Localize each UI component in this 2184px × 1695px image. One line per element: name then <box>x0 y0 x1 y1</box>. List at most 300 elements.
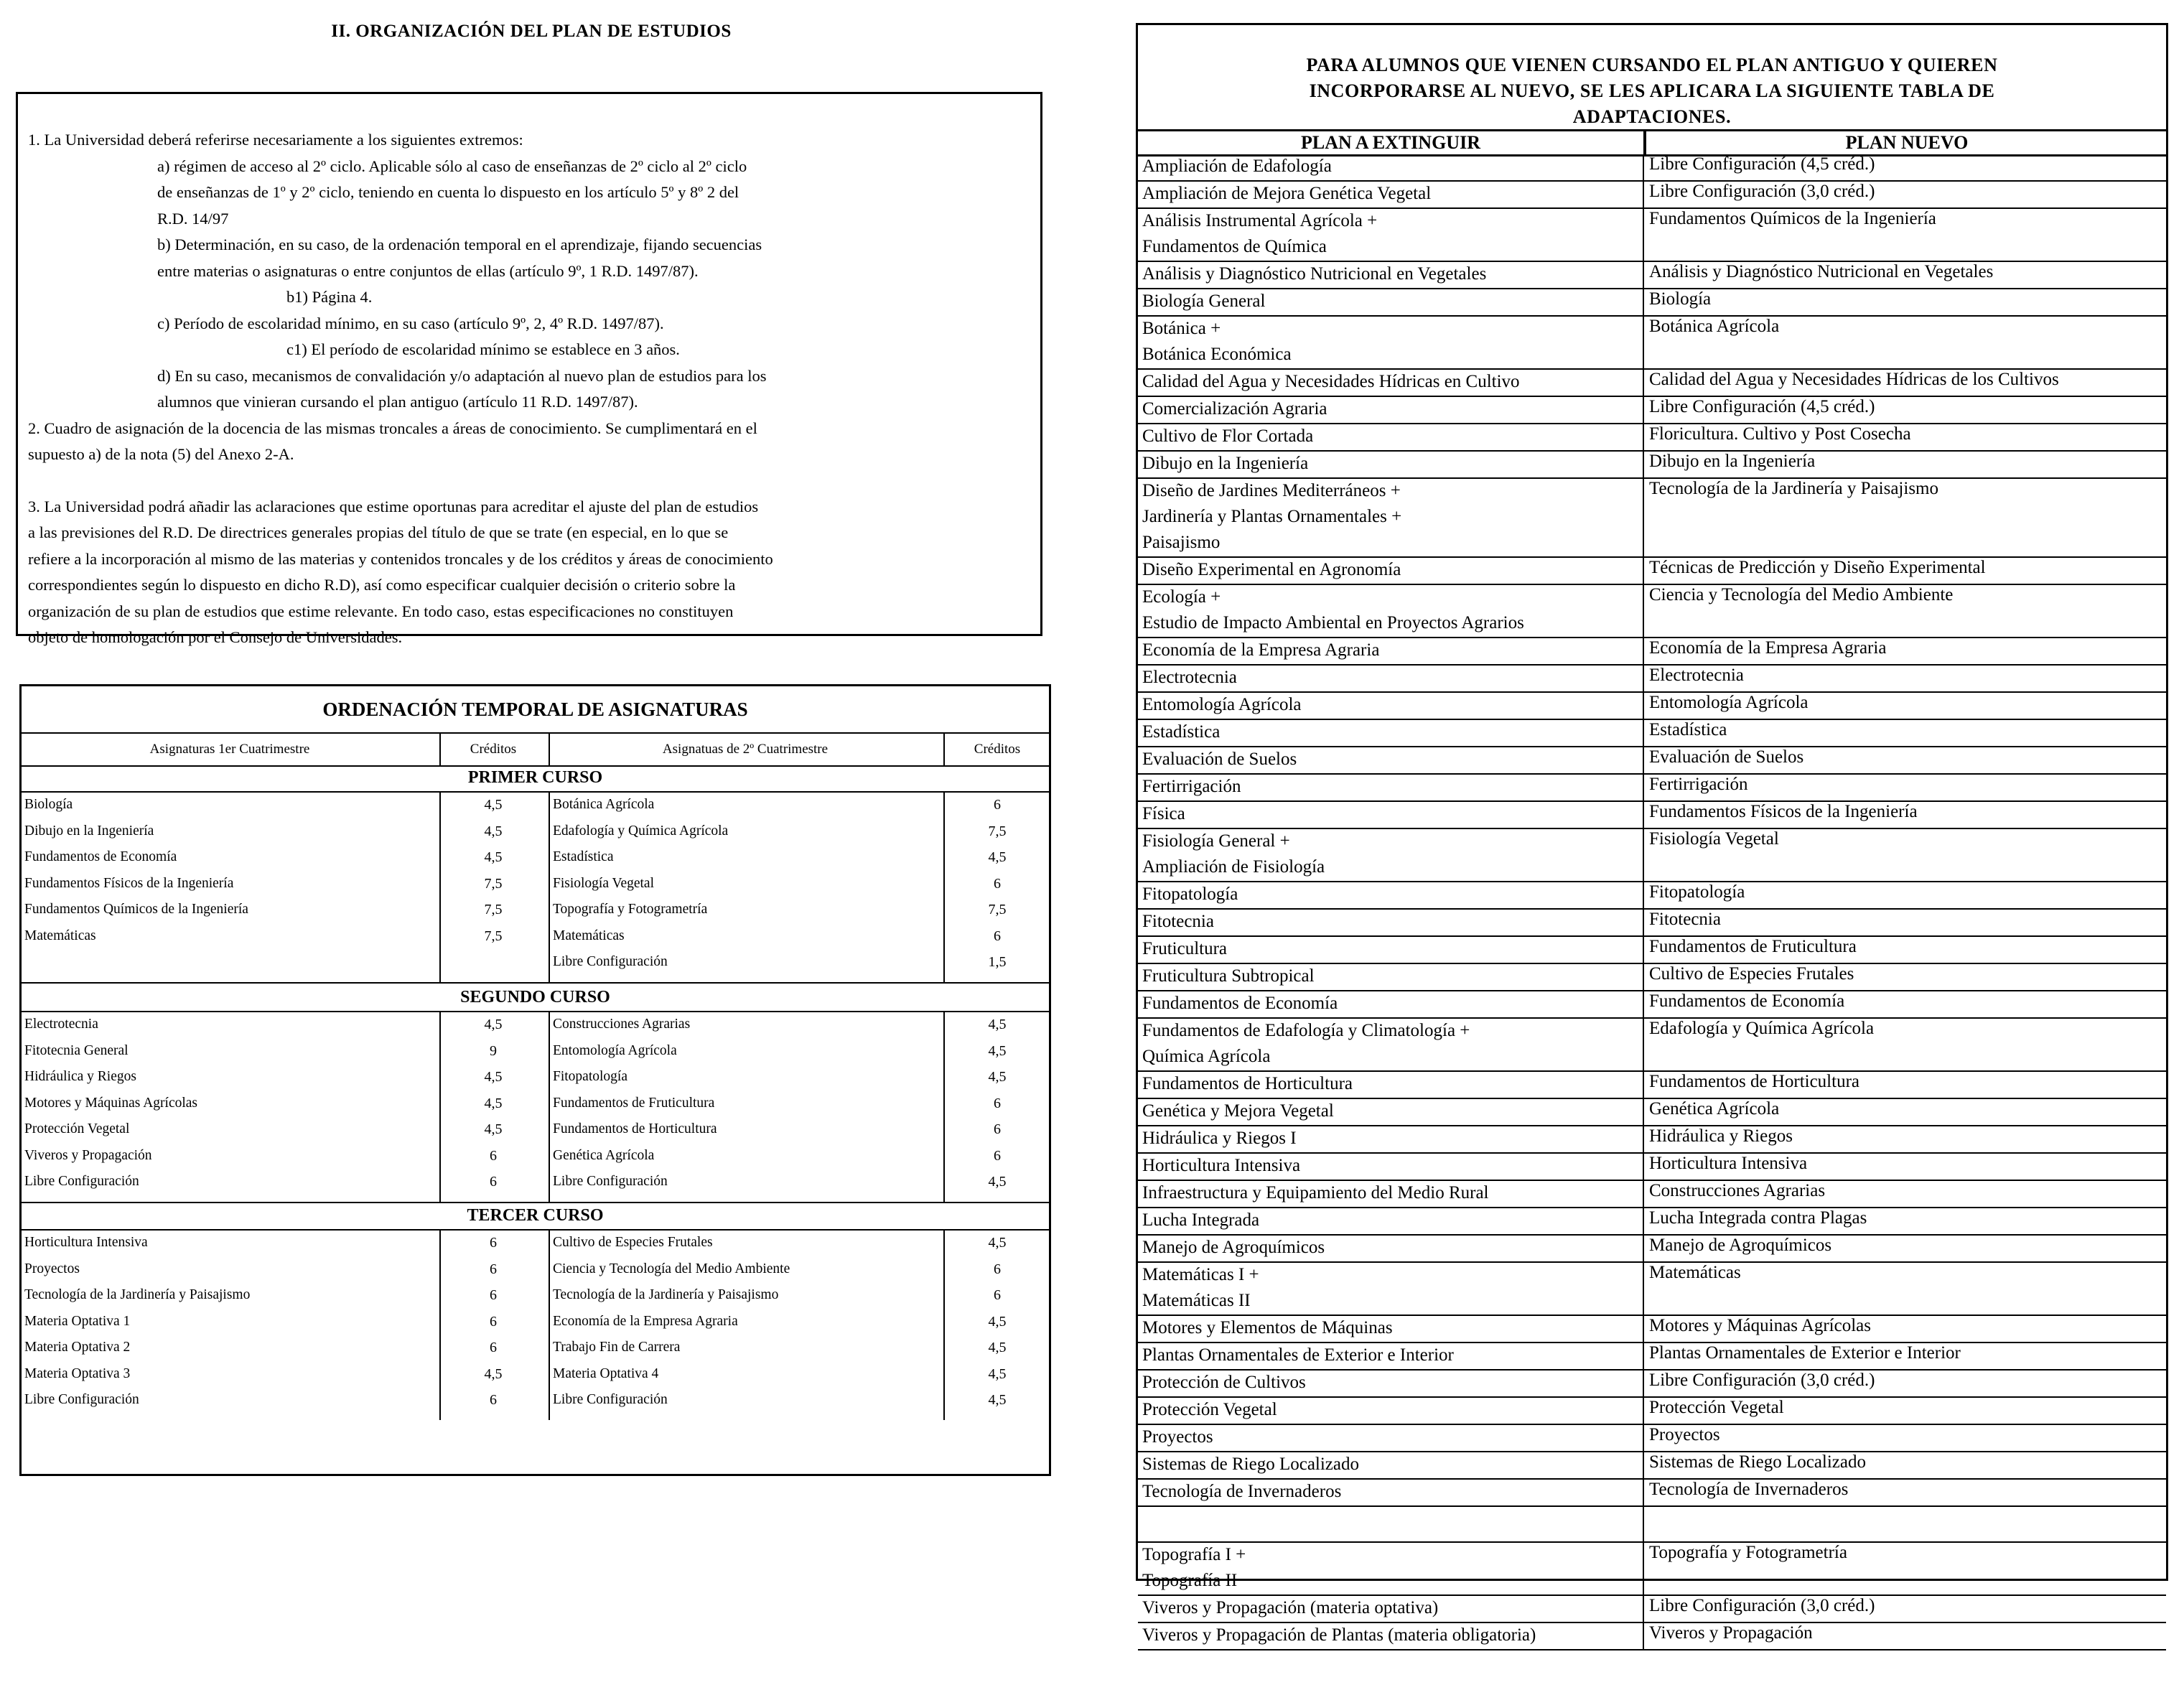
credits-2nd: 6 <box>994 928 1001 944</box>
subject-1st-cuatrimestre: Proyectos <box>24 1261 80 1276</box>
plan-a-extinguir-cell <box>1142 424 1313 450</box>
old-subject: Matemáticas II <box>1142 1291 1251 1310</box>
table-row <box>1138 558 2166 585</box>
old-subject: Sistemas de Riego Localizado <box>1142 1454 1360 1474</box>
old-subject: Fruticultura <box>1142 939 1228 958</box>
plan-nuevo-cell <box>1649 1594 1875 1620</box>
plan-nuevo-cell <box>1649 314 1779 340</box>
table-row <box>1138 802 2166 829</box>
table-row <box>1138 910 2166 937</box>
old-subject: Fundamentos de Edafología y Climatología + <box>1142 1021 1470 1040</box>
subject-2nd-cuatrimestre: Fitopatología <box>553 1069 627 1084</box>
plan-a-extinguir-cell <box>1142 829 1325 881</box>
new-subject: Fitotecnia <box>1649 910 1721 929</box>
note-line: objeto de homologación por el Consejo de Universidades. <box>28 628 403 646</box>
new-subject: Fundamentos de Fruticultura <box>1649 937 1857 956</box>
old-subject: Física <box>1142 804 1185 823</box>
new-subject: Dibujo en la Ingeniería <box>1649 452 1816 471</box>
plan-a-extinguir-cell <box>1142 289 1265 315</box>
old-subject: Fundamentos de Horticultura <box>1142 1074 1353 1093</box>
plan-nuevo-cell <box>1649 368 2059 393</box>
subject-1st-cuatrimestre: Libre Configuración <box>24 1174 139 1189</box>
old-subject: Comercialización Agraria <box>1142 399 1327 419</box>
new-subject: Horticultura Intensiva <box>1649 1154 1808 1173</box>
plan-a-extinguir-cell <box>1142 1072 1353 1098</box>
new-subject: Libre Configuración (3,0 créd.) <box>1649 1371 1875 1390</box>
table-row <box>1138 209 2166 262</box>
plan-a-extinguir-cell <box>1142 154 1332 180</box>
new-subject: Hidráulica y Riegos <box>1649 1126 1793 1146</box>
plan-nuevo-cell <box>1649 1341 1961 1367</box>
note-line: correspondientes según lo dispuesto en dicho R.D), así como especificar cualquier decisión o criterio sobre la <box>28 576 736 594</box>
old-subject: Dibujo en la Ingeniería <box>1142 454 1309 473</box>
col-header: Créditos <box>470 742 517 757</box>
table-row <box>1138 1099 2166 1126</box>
note-line: 1. La Universidad deberá referirse necesariamente a los siguientes extremos: <box>28 131 523 149</box>
plan-nuevo-cell <box>1649 1541 1847 1566</box>
plan-nuevo-cell <box>1649 907 1721 933</box>
plan-nuevo-cell <box>1649 663 1744 689</box>
subject-1st-cuatrimestre: Fitotecnia General <box>24 1042 129 1058</box>
old-subject: Paisajismo <box>1142 533 1221 552</box>
plan-a-extinguir-cell <box>1142 937 1227 963</box>
new-subject: Fertirrigación <box>1649 775 1748 794</box>
plan-nuevo-cell <box>1649 745 1803 771</box>
old-subject: Viveros y Propagación de Plantas (materia obligatoria) <box>1142 1625 1536 1645</box>
table-row <box>1138 693 2166 720</box>
plan-a-extinguir-cell <box>1142 1126 1297 1152</box>
plan-a-extinguir-cell <box>1142 1425 1213 1451</box>
old-subject: Fitopatología <box>1142 884 1238 904</box>
credits-2nd: 4,5 <box>988 1313 1007 1330</box>
credits-1st: 6 <box>490 1174 497 1190</box>
new-subject: Protección Vegetal <box>1649 1398 1784 1417</box>
old-subject: Tecnología de Invernaderos <box>1142 1482 1342 1501</box>
note-line: de enseñanzas de 1º y 2º ciclo, teniendo en cuenta lo dispuesto en los artículo 5º y 8º 2 del <box>157 183 739 201</box>
adaptaciones-title <box>1138 52 2166 130</box>
table-row <box>1138 370 2166 397</box>
subject-2nd-cuatrimestre: Tecnología de la Jardinería y Paisajismo <box>553 1287 779 1302</box>
plan-nuevo-cell <box>1649 1368 1875 1394</box>
credits-1st: 6 <box>490 1287 497 1303</box>
plan-nuevo-cell <box>1649 1124 1793 1150</box>
plan-nuevo-cell <box>1649 556 1986 582</box>
table-row <box>1138 1452 2166 1480</box>
subject-2nd-cuatrimestre: Fundamentos de Horticultura <box>553 1121 717 1136</box>
old-subject: Evaluación de Suelos <box>1142 750 1297 769</box>
new-subject: Topografía y Fotogrametría <box>1649 1543 1847 1562</box>
table-row <box>1138 262 2166 289</box>
plan-nuevo-cell <box>1649 179 1875 205</box>
new-subject: Motores y Máquinas Agrícolas <box>1649 1316 1871 1335</box>
credits-1st: 4,5 <box>484 1017 503 1032</box>
plan-nuevo-cell <box>1649 691 1808 716</box>
new-subject: Libre Configuración (4,5 créd.) <box>1649 397 1875 416</box>
subject-1st-cuatrimestre: Hidráulica y Riegos <box>24 1069 136 1084</box>
plan-nuevo-cell <box>1649 1097 1779 1123</box>
new-subject: Fundamentos Químicos de la Ingeniería <box>1649 209 1936 228</box>
plan-nuevo-cell <box>1649 989 1844 1015</box>
subject-2nd-cuatrimestre: Matemáticas <box>553 928 625 943</box>
old-subject: Entomología Agrícola <box>1142 695 1302 714</box>
subject-1st-cuatrimestre: Horticultura Intensiva <box>24 1235 148 1250</box>
note-line: b1) Página 4. <box>286 288 373 306</box>
new-subject: Sistemas de Riego Localizado <box>1649 1452 1867 1472</box>
table-row <box>1138 1543 2166 1596</box>
credits-2nd: 4,5 <box>988 1392 1007 1408</box>
old-subject: Fitotecnia <box>1142 912 1214 931</box>
old-subject: Análisis Instrumental Agrícola + <box>1142 211 1378 230</box>
credits-2nd: 4,5 <box>988 1340 1007 1355</box>
plan-nuevo-cell <box>1649 1070 1859 1096</box>
notes-box <box>16 92 1042 646</box>
subject-1st-cuatrimestre: Materia Optativa 1 <box>24 1313 131 1329</box>
old-subject: Ampliación de Mejora Genética Vegetal <box>1142 184 1432 203</box>
old-subject: Biología General <box>1142 291 1266 311</box>
column-divider <box>549 732 550 765</box>
new-subject: Biología <box>1649 289 1712 309</box>
plan-nuevo-cell <box>1649 1423 1720 1449</box>
old-subject: Botánica + <box>1142 319 1221 338</box>
old-subject: Química Agrícola <box>1142 1047 1271 1066</box>
plan-nuevo-cell <box>1649 422 1911 448</box>
credits-1st: 4,5 <box>484 1069 503 1085</box>
plan-a-extinguir-cell <box>1142 693 1301 719</box>
plan-a-extinguir-cell <box>1142 452 1308 477</box>
note-line: supuesto a) de la nota (5) del Anexo 2-A. <box>28 445 294 463</box>
new-subject: Análisis y Diagnóstico Nutricional en Vegetales <box>1649 262 1994 281</box>
new-subject: Plantas Ornamentales de Exterior e Interior <box>1649 1343 1961 1363</box>
new-subject: Fitopatología <box>1649 882 1745 902</box>
table-row <box>1138 479 2166 558</box>
subject-1st-cuatrimestre: Matemáticas <box>24 928 96 943</box>
table-row <box>1138 585 2166 638</box>
old-subject: Fertirrigación <box>1142 777 1241 796</box>
table-row <box>1138 775 2166 802</box>
plan-a-extinguir-cell <box>1142 262 1486 288</box>
old-subject: Viveros y Propagación (materia optativa) <box>1142 1598 1439 1617</box>
table-row <box>1138 1507 2166 1543</box>
old-subject: Infraestructura y Equipamiento del Medio Rural <box>1142 1183 1489 1203</box>
credits-1st: 7,5 <box>484 875 503 892</box>
row-divider <box>22 765 1049 767</box>
plan-a-extinguir-cell <box>1142 585 1524 637</box>
subject-2nd-cuatrimestre: Entomología Agrícola <box>553 1042 677 1058</box>
credits-2nd: 6 <box>994 1121 1001 1137</box>
plan-a-extinguir-cell <box>1142 720 1220 746</box>
plan-a-extinguir-cell <box>1142 775 1241 800</box>
credits-2nd: 6 <box>994 1287 1001 1303</box>
table-row <box>1138 1596 2166 1623</box>
old-subject: Botánica Económica <box>1142 345 1292 364</box>
credits-2nd: 4,5 <box>988 1365 1007 1382</box>
header-plan-nuevo: PLAN NUEVO <box>1845 132 1969 153</box>
credits-1st: 7,5 <box>484 928 503 944</box>
col-header: Créditos <box>974 742 1021 757</box>
plan-nuevo-cell <box>1649 718 1727 744</box>
new-subject: Calidad del Agua y Necesidades Hídricas de los Cultivos <box>1649 370 2059 389</box>
subject-1st-cuatrimestre: Biología <box>24 797 73 812</box>
credits-1st: 4,5 <box>484 1121 503 1137</box>
page-title: II. ORGANIZACIÓN DEL PLAN DE ESTUDIOS <box>331 22 732 41</box>
subject-2nd-cuatrimestre: Estadística <box>553 849 614 864</box>
plan-nuevo-cell <box>1649 1152 1807 1177</box>
note-line: 3. La Universidad podrá añadir las aclaraciones que estime oportunas para acreditar el ajuste del plan de estudios <box>28 497 759 515</box>
old-subject: Fundamentos de Economía <box>1142 994 1338 1013</box>
plan-a-extinguir-cell <box>1142 910 1214 935</box>
credits-2nd: 6 <box>994 1147 1001 1164</box>
subject-2nd-cuatrimestre: Edafología y Química Agrícola <box>553 823 729 839</box>
plan-nuevo-cell <box>1649 1233 1831 1259</box>
plan-a-extinguir-cell <box>1142 882 1238 908</box>
note-line: c) Período de escolaridad mínimo, en su caso (artículo 9º, 2, 4º R.D. 1497/87). <box>157 314 664 332</box>
credits-2nd: 4,5 <box>988 1017 1007 1032</box>
table-row <box>1138 154 2166 182</box>
plan-nuevo-cell <box>1649 583 1953 609</box>
table-row <box>1138 720 2166 747</box>
credits-1st: 6 <box>490 1147 497 1164</box>
credits-1st: 9 <box>490 1042 497 1059</box>
new-subject: Tecnología de Invernaderos <box>1649 1480 1849 1499</box>
title-line: INCORPORARSE AL NUEVO, SE LES APLICARA LA SIGUIENTE TABLA DE <box>1309 80 1995 101</box>
plan-nuevo-cell <box>1649 152 1875 178</box>
note-line: c1) El período de escolaridad mínimo se establece en 3 años. <box>286 340 680 358</box>
plan-nuevo-cell <box>1649 1179 1825 1205</box>
section-title: TERCER CURSO <box>467 1206 604 1225</box>
plan-nuevo-cell <box>1649 1261 1741 1287</box>
old-subject: Diseño de Jardines Mediterráneos + <box>1142 481 1401 500</box>
plan-nuevo-cell <box>1649 772 1747 798</box>
note-line: d) En su caso, mecanismos de convalidación y/o adaptación al nuevo plan de estudios para los <box>157 366 767 385</box>
table-row <box>1138 424 2166 452</box>
table-row <box>1138 1263 2166 1316</box>
note-line: a) régimen de acceso al 2º ciclo. Aplicable sólo al caso de enseñanzas de 2º ciclo al 2º ciclo <box>157 157 747 175</box>
plan-a-extinguir-cell <box>1142 397 1327 423</box>
new-subject: Libre Configuración (4,5 créd.) <box>1649 154 1875 174</box>
plan-nuevo-cell <box>1649 1314 1871 1340</box>
credits-1st: 4,5 <box>484 1365 503 1382</box>
row-divider <box>22 791 1049 793</box>
old-subject: Fundamentos de Química <box>1142 237 1327 256</box>
old-subject: Matemáticas I + <box>1142 1265 1259 1284</box>
new-subject: Ciencia y Tecnología del Medio Ambiente <box>1649 585 1954 604</box>
plan-a-extinguir-cell <box>1142 1236 1325 1261</box>
plan-nuevo-cell <box>1649 1450 1866 1476</box>
subject-2nd-cuatrimestre: Economía de la Empresa Agraria <box>553 1313 738 1329</box>
table-row <box>1138 991 2166 1019</box>
row-divider <box>22 1011 1049 1012</box>
subject-2nd-cuatrimestre: Libre Configuración <box>553 1392 668 1407</box>
plan-a-extinguir-cell <box>1142 1543 1246 1594</box>
subject-1st-cuatrimestre: Motores y Máquinas Agrícolas <box>24 1095 198 1111</box>
title-line: PARA ALUMNOS QUE VIENEN CURSANDO EL PLAN ANTIGUO Y QUIEREN <box>1306 55 1998 75</box>
plan-nuevo-cell <box>1649 1396 1784 1421</box>
row-divider <box>22 1229 1049 1231</box>
credits-1st: 4,5 <box>484 849 503 865</box>
section-title: PRIMER CURSO <box>467 768 603 787</box>
plan-a-extinguir-cell <box>1142 1263 1259 1315</box>
table-row <box>1138 397 2166 424</box>
plan-nuevo-cell <box>1649 636 1886 662</box>
table-row <box>1138 1480 2166 1507</box>
column-divider <box>549 793 550 982</box>
plan-nuevo-cell <box>1649 207 1936 233</box>
note-line: R.D. 14/97 <box>157 209 229 228</box>
col-header: Asignaturas 1er Cuatrimestre <box>149 742 310 757</box>
subject-2nd-cuatrimestre: Ciencia y Tecnología del Medio Ambiente <box>553 1261 790 1276</box>
subject-2nd-cuatrimestre: Construcciones Agrarias <box>553 1017 691 1032</box>
table-row <box>1138 1181 2166 1208</box>
credits-2nd: 4,5 <box>988 1174 1007 1190</box>
plan-a-extinguir-cell <box>1142 558 1401 584</box>
new-subject: Libre Configuración (3,0 créd.) <box>1649 182 1875 201</box>
note-line: alumnos que vinieran cursando el plan antiguo (artículo 11 R.D. 1497/87). <box>157 393 638 411</box>
header-plan-a-extinguir: PLAN A EXTINGUIR <box>1301 132 1480 153</box>
subject-1st-cuatrimestre: Tecnología de la Jardinería y Paisajismo <box>24 1287 251 1302</box>
table-row <box>1138 964 2166 991</box>
plan-nuevo-cell <box>1649 395 1875 421</box>
table-row <box>1138 1019 2166 1072</box>
credits-1st: 6 <box>490 1235 497 1251</box>
new-subject: Botánica Agrícola <box>1649 317 1780 336</box>
new-subject: Cultivo de Especies Frutales <box>1649 964 1854 984</box>
subject-1st-cuatrimestre: Dibujo en la Ingeniería <box>24 823 154 839</box>
new-subject: Electrotecnia <box>1649 666 1744 685</box>
table-row <box>1138 1398 2166 1425</box>
plan-a-extinguir-cell <box>1142 666 1237 691</box>
table-row <box>1138 1316 2166 1343</box>
old-subject: Estudio de Impacto Ambiental en Proyectos Agrarios <box>1142 613 1524 632</box>
old-subject: Hidráulica y Riegos I <box>1142 1129 1297 1148</box>
credits-1st: 6 <box>490 1261 497 1277</box>
new-subject: Tecnología de la Jardinería y Paisajismo <box>1649 479 1938 498</box>
plan-a-extinguir-cell <box>1142 1343 1454 1369</box>
plan-a-extinguir-cell <box>1142 317 1292 368</box>
subject-1st-cuatrimestre: Materia Optativa 2 <box>24 1340 131 1355</box>
ordenacion-title: ORDENACIÓN TEMPORAL DE ASIGNATURAS <box>22 686 1049 734</box>
plan-a-extinguir-cell <box>1142 638 1379 664</box>
plan-a-extinguir-cell <box>1142 1452 1359 1478</box>
plan-a-extinguir-cell <box>1142 370 1520 396</box>
old-subject: Calidad del Agua y Necesidades Hídricas en Cultivo <box>1142 372 1520 391</box>
adaptaciones-rows <box>1138 154 2166 1650</box>
subject-2nd-cuatrimestre: Fisiología Vegetal <box>553 875 655 891</box>
old-subject: Protección de Cultivos <box>1142 1373 1306 1392</box>
old-subject: Ecología + <box>1142 587 1221 607</box>
old-subject: Topografía I + <box>1142 1545 1246 1564</box>
credits-1st: 7,5 <box>484 902 503 917</box>
note-line: entre materias o asignaturas o entre conjuntos de ellas (artículo 9º, 1 R.D. 1497/87). <box>157 261 699 280</box>
old-subject: Lucha Integrada <box>1142 1210 1260 1230</box>
table-row <box>1138 1371 2166 1398</box>
subject-1st-cuatrimestre: Materia Optativa 3 <box>24 1365 131 1381</box>
table-row <box>1138 1343 2166 1371</box>
plan-a-extinguir-cell <box>1142 802 1185 828</box>
note-line: 2. Cuadro de asignación de la docencia de las mismas troncales a áreas de conocimiento. Se cumplimentará en el <box>28 419 757 437</box>
credits-1st: 4,5 <box>484 797 503 813</box>
plan-nuevo-cell <box>1649 287 1711 313</box>
old-subject: Estadística <box>1142 722 1221 742</box>
table-row <box>1138 1072 2166 1099</box>
new-subject: Fisiología Vegetal <box>1649 829 1779 849</box>
credits-2nd: 6 <box>994 1261 1001 1277</box>
old-subject: Protección Vegetal <box>1142 1400 1277 1419</box>
subject-2nd-cuatrimestre: Botánica Agrícola <box>553 797 655 812</box>
old-subject: Economía de la Empresa Agraria <box>1142 640 1380 660</box>
plan-a-extinguir-cell <box>1142 1099 1334 1125</box>
new-subject: Técnicas de Predicción y Diseño Experimental <box>1649 558 1986 577</box>
subject-1st-cuatrimestre: Fundamentos de Economía <box>24 849 177 864</box>
column-divider <box>549 1231 550 1420</box>
credits-2nd: 6 <box>994 1095 1001 1111</box>
plan-a-extinguir-cell <box>1142 991 1338 1017</box>
table-row <box>1138 937 2166 964</box>
table-row <box>1138 289 2166 317</box>
old-subject: Plantas Ornamentales de Exterior e Interior <box>1142 1345 1454 1365</box>
credits-1st: 6 <box>490 1340 497 1355</box>
plan-nuevo-cell <box>1649 962 1854 988</box>
table-row <box>1138 829 2166 882</box>
plan-a-extinguir-cell <box>1142 1480 1341 1505</box>
subject-2nd-cuatrimestre: Materia Optativa 4 <box>553 1365 659 1381</box>
new-subject: Evaluación de Suelos <box>1649 747 1804 767</box>
old-subject: Proyectos <box>1142 1427 1213 1447</box>
plan-a-extinguir-cell <box>1142 209 1377 261</box>
plan-a-extinguir-cell <box>1142 1623 1536 1649</box>
plan-a-extinguir-cell <box>1142 1019 1470 1070</box>
note-line: a las previsiones del R.D. De directrices generales propias del título de que se trate (en especial, en lo que se <box>28 523 729 541</box>
subject-1st-cuatrimestre: Viveros y Propagación <box>24 1147 152 1163</box>
new-subject: Edafología y Química Agrícola <box>1649 1019 1875 1038</box>
credits-1st: 6 <box>490 1392 497 1408</box>
column-divider <box>439 732 441 765</box>
new-subject: Proyectos <box>1649 1425 1720 1444</box>
old-subject: Análisis y Diagnóstico Nutricional en Vegetales <box>1142 264 1487 284</box>
new-subject: Matemáticas <box>1649 1263 1741 1282</box>
subject-2nd-cuatrimestre: Cultivo de Especies Frutales <box>553 1235 713 1250</box>
subject-2nd-cuatrimestre: Fundamentos de Fruticultura <box>553 1095 715 1111</box>
old-subject: Ampliación de Edafología <box>1142 157 1332 176</box>
row-divider <box>22 1202 1049 1203</box>
column-divider <box>549 1012 550 1202</box>
plan-a-extinguir-cell <box>1142 479 1401 556</box>
old-subject: Cultivo de Flor Cortada <box>1142 426 1314 446</box>
table-row <box>1138 747 2166 775</box>
new-subject: Construcciones Agrarias <box>1649 1181 1826 1200</box>
table-row <box>1138 1623 2166 1650</box>
old-subject: Fruticultura Subtropical <box>1142 966 1315 986</box>
plan-nuevo-cell <box>1649 477 1938 503</box>
column-divider <box>943 732 945 765</box>
subject-2nd-cuatrimestre: Genética Agrícola <box>553 1147 655 1163</box>
table-row <box>1138 182 2166 209</box>
old-subject: Ampliación de Fisiología <box>1142 857 1325 877</box>
plan-a-extinguir-cell <box>1142 182 1431 207</box>
new-subject: Genética Agrícola <box>1649 1099 1780 1119</box>
subject-2nd-cuatrimestre: Libre Configuración <box>553 1174 668 1189</box>
new-subject: Estadística <box>1649 720 1727 739</box>
subject-1st-cuatrimestre: Protección Vegetal <box>24 1121 130 1136</box>
plan-nuevo-cell <box>1649 260 1993 286</box>
plan-a-extinguir-cell <box>1142 1596 1438 1622</box>
new-subject: Manejo de Agroquímicos <box>1649 1236 1832 1255</box>
credits-2nd: 4,5 <box>988 1042 1007 1059</box>
new-subject: Fundamentos de Horticultura <box>1649 1072 1859 1091</box>
old-subject: Motores y Elementos de Máquinas <box>1142 1318 1393 1337</box>
table-row <box>1138 1126 2166 1154</box>
old-subject: Jardinería y Plantas Ornamentales + <box>1142 507 1402 526</box>
plan-nuevo-cell <box>1649 1621 1813 1647</box>
